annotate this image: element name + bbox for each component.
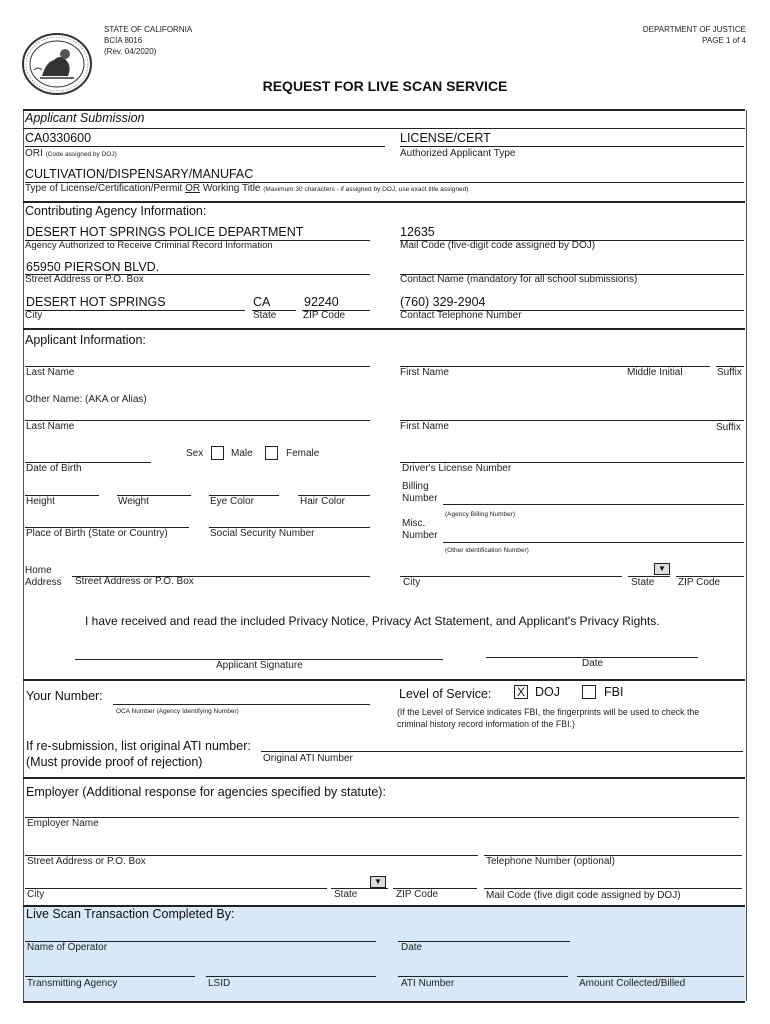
signature-label[interactable]: Applicant Signature [216,660,303,671]
mail-code-label: Mail Code (five-digit code assigned by DOJ) [400,240,596,251]
doj-label: DOJ [535,685,560,699]
doj-checkbox[interactable]: X [514,685,528,699]
billing-label-line1: Billing [402,481,429,492]
agency-name-label: Agency Authorized to Receive Criminal Record Information [25,240,273,251]
home-label-line2: Address [25,577,62,588]
other-name-label: Other Name: (AKA or Alias) [25,394,147,405]
license-title-value[interactable]: CULTIVATION/DISPENSARY/MANUFAC [25,167,254,181]
sex-label: Sex [186,448,204,459]
misc-number-note: (Other Identification Number) [445,547,529,554]
home-label-line1: Home [25,565,52,576]
place-of-birth-label[interactable]: Place of Birth (State or Country) [26,528,168,539]
contributing-agency-heading: Contributing Agency Information: [25,204,207,218]
agency-zip-label: ZIP Code [303,310,346,321]
hair-color-label[interactable]: Hair Color [300,496,346,507]
employer-phone-label[interactable]: Telephone Number (optional) [486,856,615,867]
female-label: Female [286,448,320,459]
last-name-label[interactable]: Last Name [26,367,75,378]
employer-name-label[interactable]: Employer Name [27,818,99,829]
agency-city-value[interactable]: DESERT HOT SPRINGS [26,295,166,309]
department-name: DEPARTMENT OF JUSTICE [642,25,746,34]
billing-label-line2: Number [402,493,438,504]
page-number: PAGE 1 of 4 [702,36,746,45]
state-name: STATE OF CALIFORNIA [104,25,193,34]
privacy-statement: I have received and read the included Privacy Notice, Privacy Act Statement, and Applicant's Privacy Rights. [85,614,660,628]
resubmission-note: (Must provide proof of rejection) [26,755,203,769]
contact-phone-value[interactable]: (760) 329-2904 [400,295,486,309]
operator-name-label[interactable]: Name of Operator [27,942,108,953]
live-scan-date-label[interactable]: Date [401,942,423,953]
billing-number-note: (Agency Billing Number) [445,511,516,518]
applicant-info-heading: Applicant Information: [25,333,146,347]
agency-state-value[interactable]: CA [253,295,271,309]
fbi-label: FBI [604,685,624,699]
ati-number-label[interactable]: ATI Number [401,978,455,989]
lsid-label[interactable]: LSID [208,978,231,989]
female-checkbox[interactable] [265,446,278,460]
form-number: BCIA 8016 [104,36,143,45]
state-dropdown-icon[interactable]: ▼ [654,563,670,575]
page-title: REQUEST FOR LIVE SCAN SERVICE [262,78,508,94]
drivers-license-label[interactable]: Driver's License Number [402,463,512,474]
home-state-label[interactable]: State [631,577,655,588]
amount-collected-label[interactable]: Amount Collected/Billed [579,978,686,989]
eye-color-label[interactable]: Eye Color [210,496,254,507]
agency-city-label: City [25,310,43,321]
fbi-note-line2: criminal history record information of the FBI.) [397,719,575,729]
original-ati-label[interactable]: Original ATI Number [263,753,353,764]
applicant-type-value[interactable]: LICENSE/CERT [400,131,491,145]
live-scan-heading: Live Scan Transaction Completed By: [26,907,235,921]
ori-label: ORI (Code assigned by DOJ) [25,148,117,159]
suffix-label[interactable]: Suffix [717,367,742,378]
home-zip-label[interactable]: ZIP Code [678,577,721,588]
contact-name-label: Contact Name (mandatory for all school submissions) [400,274,638,285]
level-of-service-label: Level of Service: [399,687,492,701]
signature-date-label[interactable]: Date [582,658,604,669]
employer-zip-label[interactable]: ZIP Code [396,889,439,900]
employer-mail-code-label[interactable]: Mail Code (five digit code assigned by DOJ) [486,890,681,901]
agency-zip-value[interactable]: 92240 [304,295,339,309]
agency-name-value[interactable]: DESERT HOT SPRINGS POLICE DEPARTMENT [26,225,304,239]
misc-label-line1: Misc. [402,518,426,529]
alias-suffix-label[interactable]: Suffix [716,422,741,433]
misc-label-line2: Number [402,530,438,541]
license-title-label: Type of License/Certification/Permit OR Working Title (Maximum 30 characters - if assigned by DOJ, use exact title assigned) [25,183,469,194]
middle-initial-label[interactable]: Middle Initial [627,367,683,378]
employer-state-label[interactable]: State [334,889,358,900]
your-number-label: Your Number: [26,689,103,703]
employer-heading: Employer (Additional response for agencies specified by statute): [26,785,386,799]
height-label[interactable]: Height [26,496,55,507]
form-revision: (Rev. 04/2020) [104,47,157,56]
employer-state-dropdown-icon[interactable]: ▼ [370,876,386,888]
mail-code-value[interactable]: 12635 [400,225,435,239]
male-label: Male [231,448,253,459]
applicant-submission-heading: Applicant Submission [25,111,145,125]
contact-phone-label: Contact Telephone Number [400,310,522,321]
transmitting-agency-label[interactable]: Transmitting Agency [27,978,118,989]
agency-street-value[interactable]: 65950 PIERSON BLVD. [26,260,160,274]
ssn-label[interactable]: Social Security Number [210,528,315,539]
date-of-birth-label[interactable]: Date of Birth [26,463,82,474]
agency-street-label: Street Address or P.O. Box [25,274,144,285]
male-checkbox[interactable] [211,446,224,460]
resubmission-label: If re-submission, list original ATI number: [26,739,251,753]
applicant-type-label: Authorized Applicant Type [400,148,516,159]
fbi-note-line1: (If the Level of Service indicates FBI, the fingerprints will be used to check the [397,707,700,717]
home-street-label[interactable]: Street Address or P.O. Box [75,576,194,587]
alias-last-name-label[interactable]: Last Name [26,421,75,432]
oca-number-note: OCA Number (Agency Identifying Number) [116,708,239,715]
employer-street-label[interactable]: Street Address or P.O. Box [27,856,146,867]
fbi-checkbox[interactable] [582,685,596,699]
first-name-label[interactable]: First Name [400,367,449,378]
weight-label[interactable]: Weight [118,496,149,507]
alias-first-name-label[interactable]: First Name [400,421,449,432]
ori-value[interactable]: CA0330600 [25,131,92,145]
agency-state-label: State [253,310,277,321]
home-city-label[interactable]: City [403,577,421,588]
employer-city-label[interactable]: City [27,889,45,900]
